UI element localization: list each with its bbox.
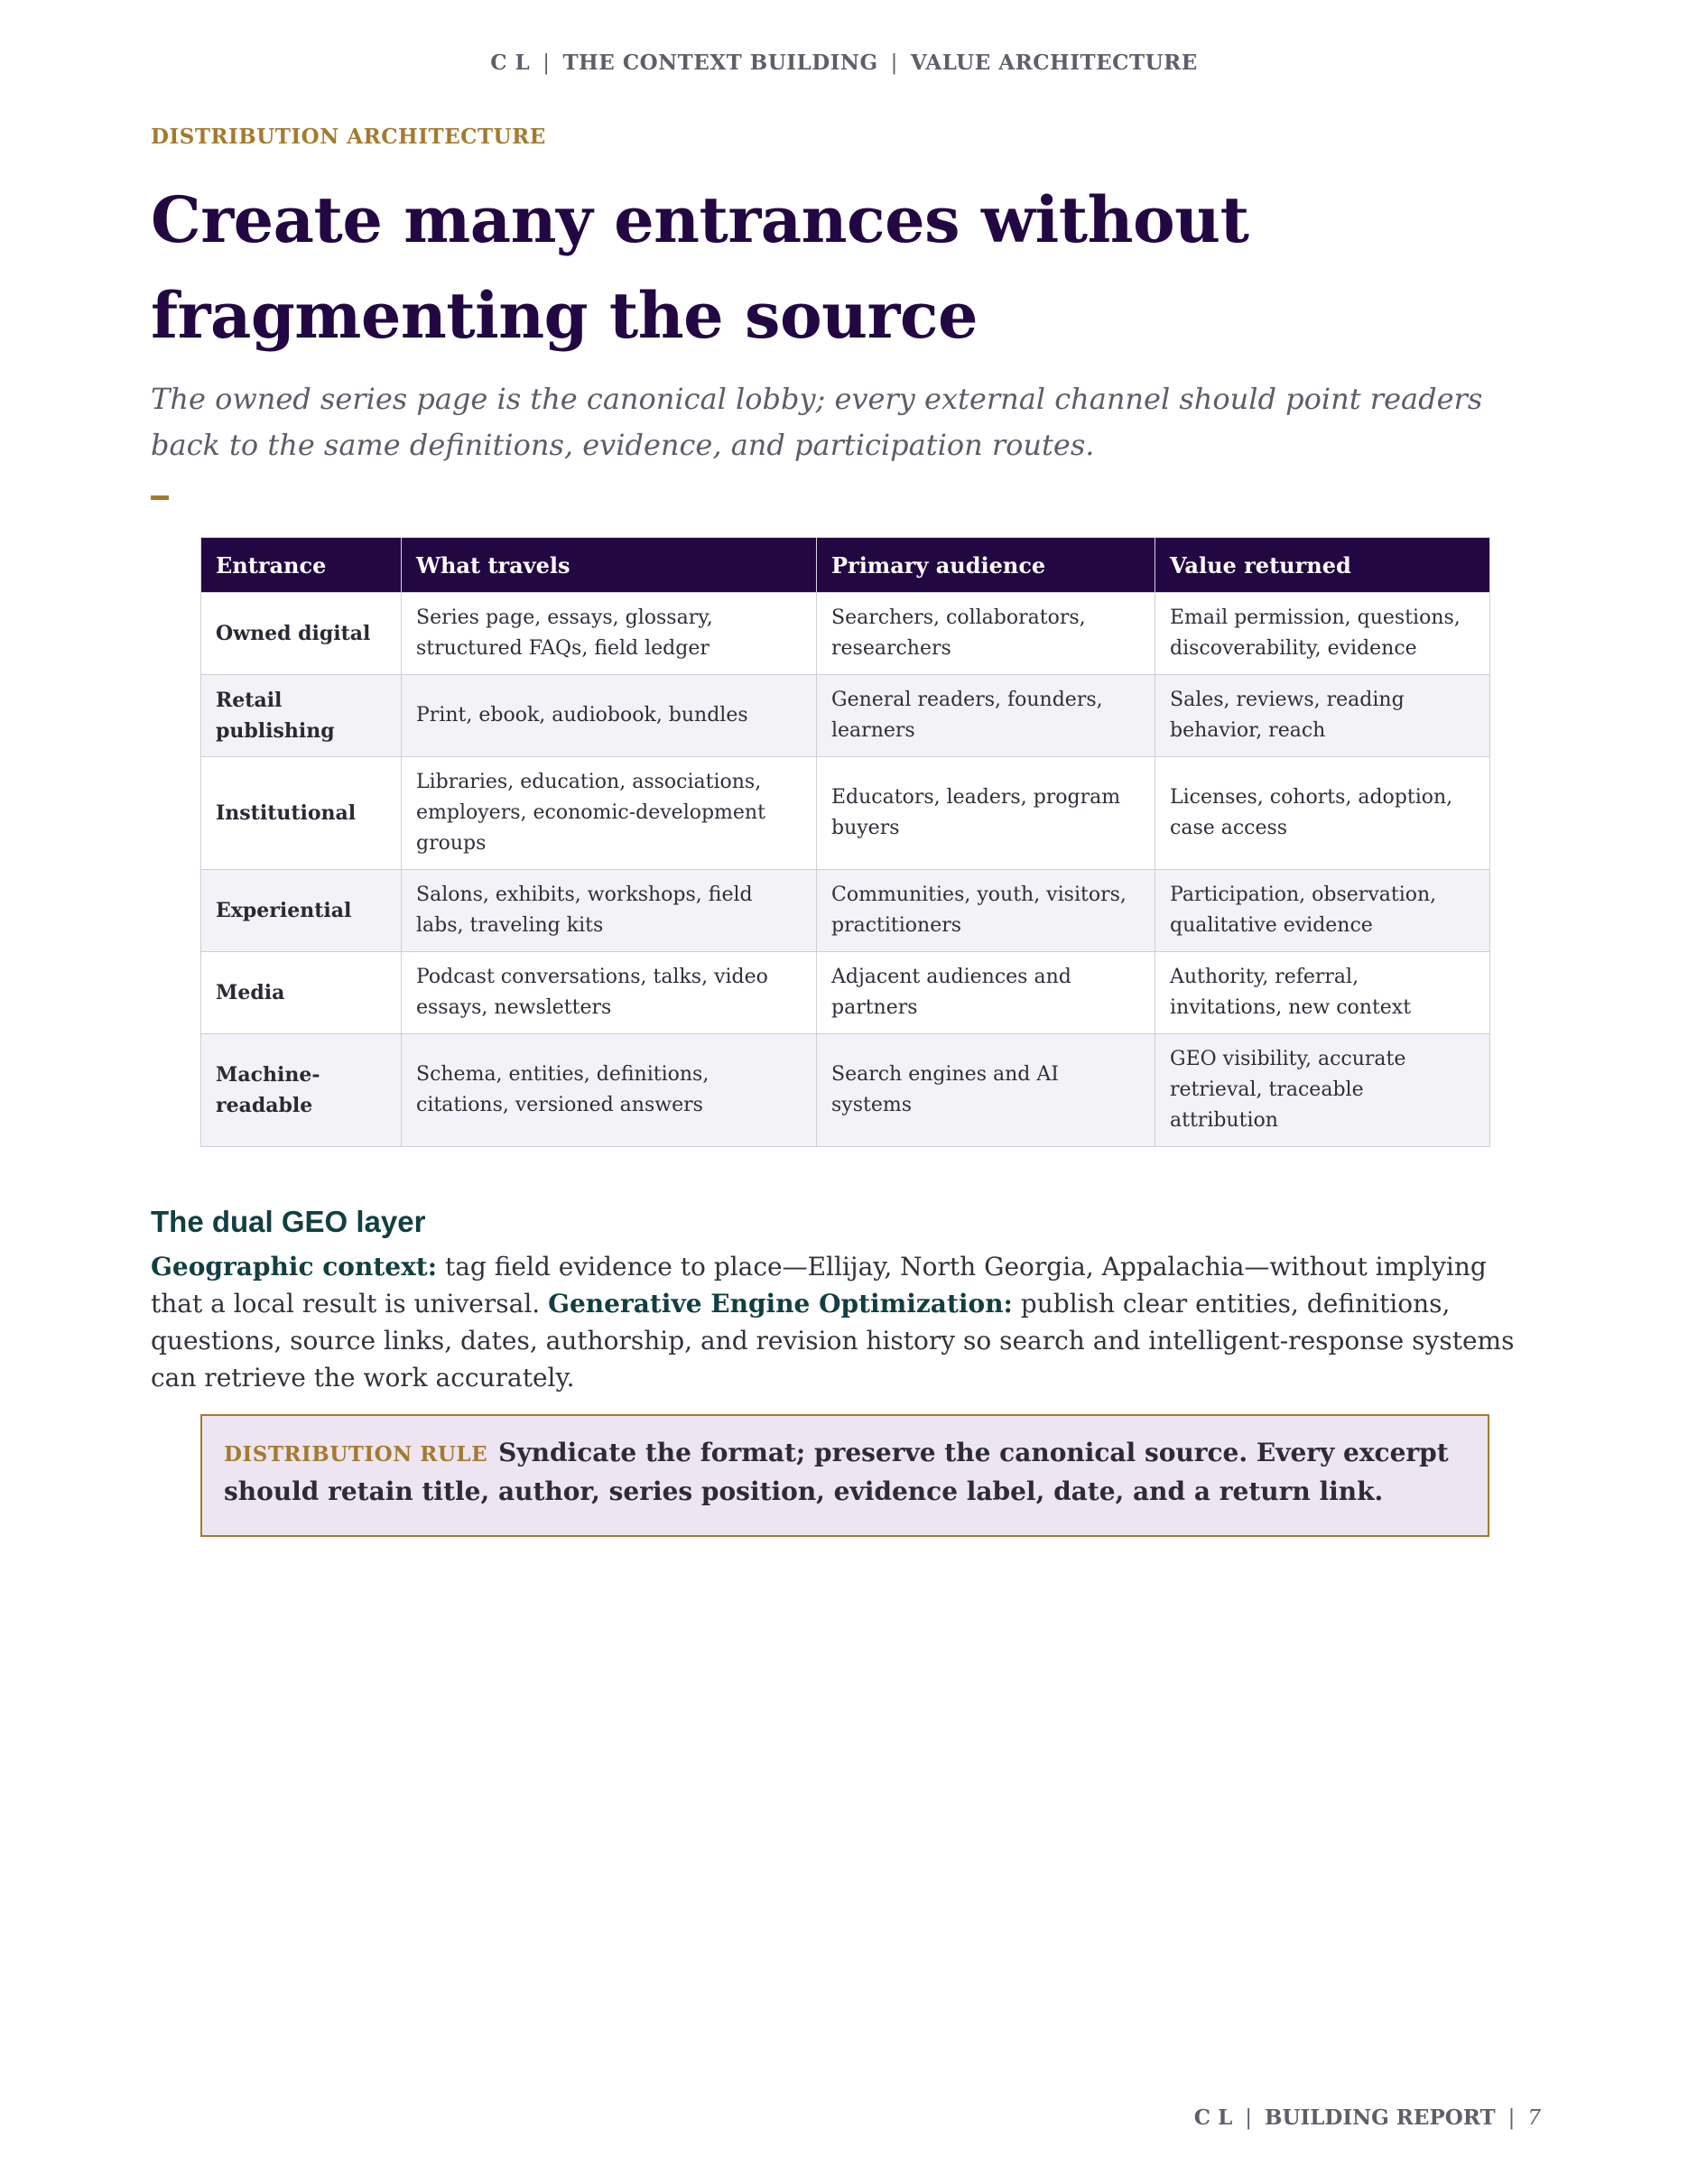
table-cell: Authority, referral, invitations, new context [1155,952,1490,1034]
table-header-cell: Entrance [201,538,402,593]
table-cell: Participation, observation, qualitative evidence [1155,870,1490,952]
table-cell: Educators, leaders, program buyers [817,757,1155,870]
table-cell: Libraries, education, associations, employers, economic-development groups [402,757,817,870]
table-cell: Podcast conversations, talks, video essays, newsletters [402,952,817,1034]
footer-separator: | [1245,2106,1252,2130]
table-cell: Print, ebook, audiobook, bundles [402,675,817,757]
table-cell: Series page, essays, glossary, structured FAQs, field ledger [402,593,817,675]
table-header-row [201,538,1490,593]
page-dek: The owned series page is the canonical lobby; every external channel should point readers back to the same definitions, evidence, and participation routes. [151,382,1483,462]
geo-term-generative: Generative Engine Optimization: [548,1289,1013,1319]
callout-label: DISTRIBUTION RULE [224,1442,488,1467]
distribution-rule-callout [200,1414,1489,1537]
page-content [151,125,1532,1537]
geo-text-geographic: tag field evidence to place—Ellijay, North Georgia, Appalachia—without implying that a local result is universal. [151,1252,1487,1319]
table-row-heading: Retail publishing [201,675,402,757]
table-cell: Sales, reviews, reading behavior, reach [1155,675,1490,757]
geo-paragraph [151,1248,1541,1396]
table-header-cell: Primary audience [817,538,1155,593]
accent-rule [151,495,169,500]
table-cell: Adjacent audiences and partners [817,952,1155,1034]
table-row-heading: Experiential [201,870,402,952]
table-cell: Search engines and AI systems [817,1034,1155,1147]
geo-term-geographic: Geographic context: [151,1252,438,1282]
table-header-cell: What travels [402,538,817,593]
page-footer [1194,2105,1541,2130]
table-row [201,952,1490,1034]
footer-label: BUILDING REPORT [1265,2105,1496,2130]
table-row [201,757,1490,870]
table-row-heading: Machine-readable [201,1034,402,1147]
table-cell: Searchers, collaborators, researchers [817,593,1155,675]
table-row [201,593,1490,675]
entrances-table [200,537,1490,1147]
callout-text: Syndicate the format; preserve the canonical source. Every excerpt should retain title, author, series position, evidence label, date, and a return link. [224,1438,1449,1506]
page-title: Create many entrances without fragmenting the source [151,182,1249,353]
table-cell: Schema, entities, definitions, citations, versioned answers [402,1034,817,1147]
table-row [201,870,1490,952]
geo-text-generative: publish clear entities, definitions, questions, source links, dates, authorship, and revision history so search and intelligent-response systems can retrieve the work accurately. [151,1289,1515,1393]
page-number: 7 [1527,2106,1541,2130]
table-cell: Communities, youth, visitors, practitioners [817,870,1155,952]
table-header-cell: Value returned [1155,538,1490,593]
geo-section-heading: The dual GEO layer [151,1205,426,1238]
running-head [0,51,1688,75]
section-kicker: DISTRIBUTION ARCHITECTURE [151,125,546,149]
running-head-separator: | [543,51,551,75]
table-row-heading: Institutional [201,757,402,870]
running-head-separator: | [890,51,898,75]
table-row [201,1034,1490,1147]
running-head-monogram: C L [490,51,531,75]
table-cell: GEO visibility, accurate retrieval, traceable attribution [1155,1034,1490,1147]
table-cell: General readers, founders, learners [817,675,1155,757]
footer-separator: | [1507,2106,1516,2130]
table-cell: Email permission, questions, discoverability, evidence [1155,593,1490,675]
table-row [201,675,1490,757]
table-cell: Salons, exhibits, workshops, field labs, traveling kits [402,870,817,952]
table-row-heading: Owned digital [201,593,402,675]
running-head-series: THE CONTEXT BUILDING [562,51,878,75]
table-cell: Licenses, cohorts, adoption, case access [1155,757,1490,870]
footer-monogram: C L [1193,2105,1233,2130]
running-head-section: VALUE ARCHITECTURE [910,51,1198,75]
table-row-heading: Media [201,952,402,1034]
